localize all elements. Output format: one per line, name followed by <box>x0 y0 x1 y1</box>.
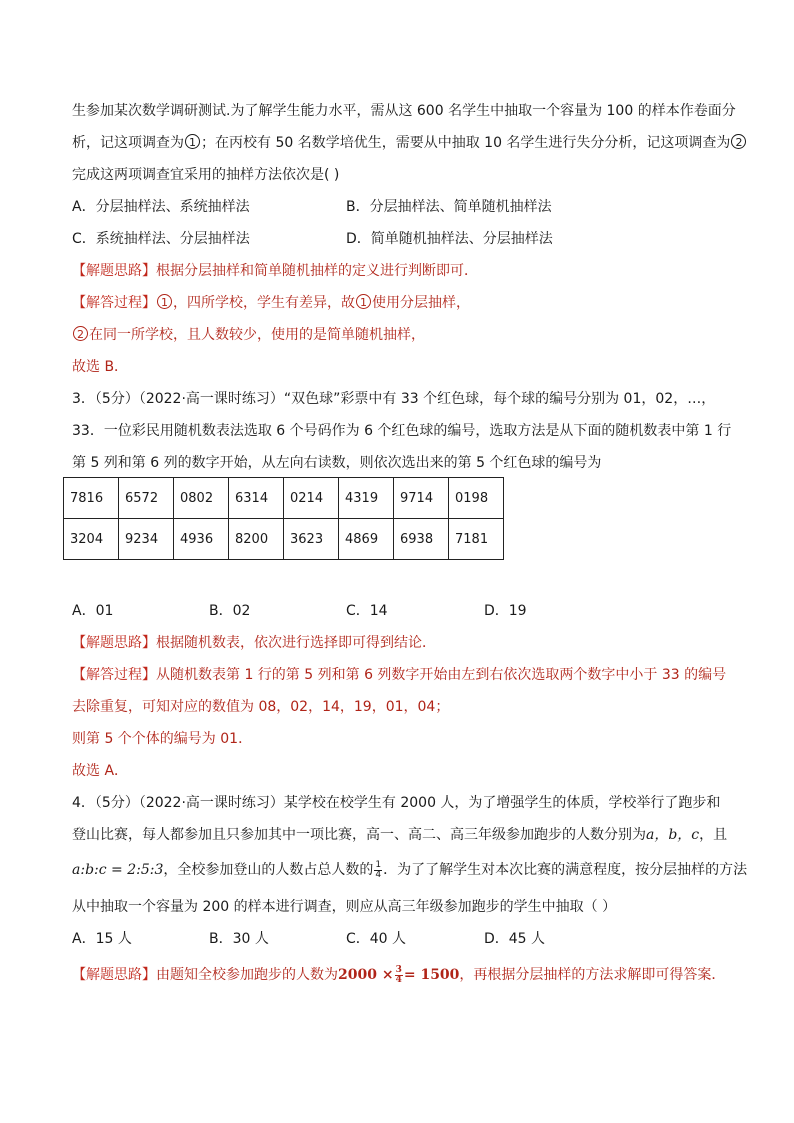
q2-option-c: C．系统抽样法、分层抽样法 <box>72 231 250 247</box>
fraction-denominator: 4 <box>395 974 402 985</box>
table-cell: 7181 <box>449 519 504 560</box>
q2-process-text-3: 在同一所学校，且人数较少，使用的是简单随机抽样， <box>89 327 425 343</box>
q4-stem-line1: 4．（5分）（2022·高一课时练习）某学校在校学生有 2000 人，为了增强学生的体质，学校举行了跑步和 <box>72 795 721 811</box>
q2-process-text-2: 使用分层抽样， <box>372 295 470 311</box>
q2-stem-line2-text-b: ；在丙校有 50 名数学培优生，需要从中抽取 10 名学生进行失分分析，记这项调查为 <box>201 135 731 151</box>
table-cell: 4869 <box>339 519 394 560</box>
circled-one-icon: 1 <box>185 134 200 149</box>
solution-idea-tag: 【解题思路】 <box>72 967 156 983</box>
q4-option-c: C．40 人 <box>346 931 407 947</box>
q3-solution-process-line3: 则第 5 个个体的编号为 01． <box>72 731 253 747</box>
q2-process-text-1: ，四所学校，学生有差异，故 <box>173 295 355 311</box>
q4-option-a: A．15 人 <box>72 931 132 947</box>
table-row <box>64 478 504 519</box>
random-number-table <box>63 477 504 560</box>
fraction-numerator: 1 <box>375 859 382 870</box>
q2-option-b: B．分层抽样法、简单随机抽样法 <box>346 199 552 215</box>
solution-process-tag: 【解答过程】 <box>72 295 156 311</box>
q2-stem-line3: 完成这两项调查宜采用的抽样方法依次是( ) <box>72 167 340 183</box>
q4-stem-line2 <box>72 825 727 845</box>
table-cell: 0198 <box>449 478 504 519</box>
solution-idea-text: 根据分层抽样和简单随机抽样的定义进行判断即可． <box>156 263 478 279</box>
q4-option-d: D．45 人 <box>484 931 546 947</box>
table-cell: 3204 <box>64 519 119 560</box>
q4-stem-line2-text: 登山比赛，每人都参加且只参加其中一项比赛，高一、高二、高三年级参加跑步的人数分别为 <box>72 827 646 843</box>
fraction-denominator: 4 <box>375 869 382 880</box>
q3-process-text-1: 从随机数表第 1 行的第 5 列和第 6 列数字开始由左到右依次选取两个数字中小于 33 的编号 <box>156 667 727 683</box>
table-cell: 3623 <box>284 519 339 560</box>
q3-option-a: A．01 <box>72 603 114 619</box>
q4-solution-idea <box>72 965 725 985</box>
q4-stem-line4: 从中抽取一个容量为 200 的样本进行调查，则应从高三年级参加跑步的学生中抽取（ ） <box>72 899 617 915</box>
q2-stem-line1: 生参加某次数学调研测试.为了解学生能力水平，需从这 600 名学生中抽取一个容量为 100 的样本作卷面分 <box>72 103 736 119</box>
q4-idea-text: 由题知全校参加跑步的人数为 <box>156 967 338 983</box>
circled-one-icon: 1 <box>356 294 371 309</box>
q4-stem-line3-tail: ．为了了解学生对本次比赛的满意程度，按分层抽样的方法 <box>383 862 748 878</box>
q3-answer: 故选 A． <box>72 763 129 779</box>
q4-option-b: B．30 人 <box>209 931 269 947</box>
q3-option-d: D．19 <box>484 603 527 619</box>
circled-two-icon: 2 <box>731 134 746 149</box>
q3-option-b: B．02 <box>209 603 251 619</box>
solution-idea-text: 根据随机数表，依次进行选择即可得到结论． <box>156 635 436 651</box>
q4-idea-math-1: 2000 × <box>338 967 394 983</box>
q4-stem-line2-tail: ，且 <box>699 827 728 843</box>
q3-option-c: C．14 <box>346 603 388 619</box>
circled-one-icon: 1 <box>157 294 172 309</box>
q4-idea-math-2: = 1500 <box>403 967 460 983</box>
q3-stem-line1: 3．（5分）（2022·高一课时练习）“双色球”彩票中有 33 个红色球，每个球的编号分别为 01，02，…， <box>72 391 716 407</box>
q4-ratio-math: a:b:c = 2:5:3 <box>72 862 164 878</box>
table-row <box>64 519 504 560</box>
table-cell: 9234 <box>119 519 174 560</box>
solution-process-tag: 【解答过程】 <box>72 667 156 683</box>
table-cell: 8200 <box>229 519 284 560</box>
solution-idea-tag: 【解题思路】 <box>72 635 156 651</box>
q2-stem-line2 <box>72 133 747 153</box>
q2-solution-idea <box>72 261 478 281</box>
q4-stem-line3 <box>72 860 747 880</box>
table-cell: 7816 <box>64 478 119 519</box>
table-cell: 6938 <box>394 519 449 560</box>
circled-two-icon: 2 <box>73 326 88 341</box>
fraction-numerator: 3 <box>395 964 402 975</box>
q4-idea-tail: ，再根据分层抽样的方法求解即可得答案． <box>459 967 726 983</box>
table-cell: 6572 <box>119 478 174 519</box>
table-cell: 9714 <box>394 478 449 519</box>
q2-stem-line2-text: 析，记这项调查为 <box>72 135 184 151</box>
q3-stem-line2: 33．一位彩民用随机数表法选取 6 个号码作为 6 个红色球的编号，选取方法是从下面的随机数表中第 1 行 <box>72 423 732 439</box>
q3-solution-process-line1 <box>72 665 726 685</box>
table-cell: 0214 <box>284 478 339 519</box>
table-cell: 4319 <box>339 478 394 519</box>
q2-solution-process-line1 <box>72 293 470 313</box>
table-cell: 0802 <box>174 478 229 519</box>
q3-stem-line3: 第 5 列和第 6 列的数字开始，从左向右读数，则依次选出来的第 5 个红色球的编号为 <box>72 455 602 471</box>
q4-math-abc: a，b，c <box>646 827 700 843</box>
fraction-one-quarter <box>374 861 382 880</box>
q3-solution-process-line2: 去除重复，可知对应的数值为 08，02，14，19，01，04； <box>72 699 450 715</box>
table-cell: 4936 <box>174 519 229 560</box>
q2-option-a: A．分层抽样法、系统抽样法 <box>72 199 250 215</box>
q2-answer: 故选 B． <box>72 359 129 375</box>
q2-solution-process-line2 <box>72 325 425 345</box>
table-cell: 6314 <box>229 478 284 519</box>
solution-idea-tag: 【解题思路】 <box>72 263 156 279</box>
q2-option-d: D．简单随机抽样法、分层抽样法 <box>346 231 553 247</box>
q4-stem-line3-text: ，全校参加登山的人数占总人数的 <box>163 862 374 878</box>
fraction-three-quarters <box>395 966 403 985</box>
q3-solution-idea <box>72 633 436 653</box>
